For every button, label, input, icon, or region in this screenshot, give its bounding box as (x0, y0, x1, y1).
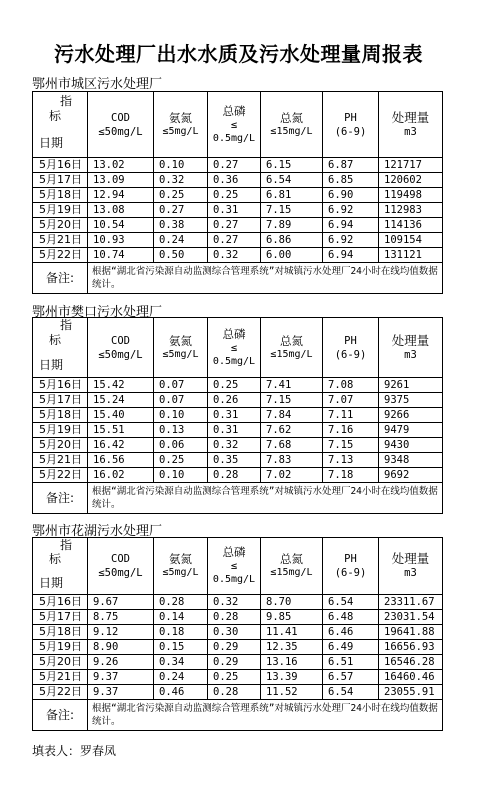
table-header-row (33, 538, 443, 595)
table-row: 5月16日 13.02 0.10 0.27 6.15 6.87 121717 (33, 158, 443, 173)
header-nh3: 氨氮 ≤5mg/L (154, 318, 208, 378)
plant-name-fankou: 鄂州市樊口污水处理厂 (32, 305, 163, 320)
header-tn: 总氮 ≤15mg/L (261, 318, 323, 378)
header-zhi: 指 (60, 94, 73, 108)
table-row: 5月18日 9.12 0.18 0.30 11.41 6.46 19641.88 (33, 625, 443, 640)
note-label: 备注: (33, 700, 88, 731)
note-row (33, 263, 443, 294)
report-title: 污水处理厂出水水质及污水处理量周报表 (54, 42, 423, 66)
plant-name-chengqu: 鄂州市城区污水处理厂 (32, 77, 163, 92)
header-volume: 处理量 m3 (379, 318, 443, 378)
note-text: 根据“湖北省污染源自动监测综合管理系统”对城镇污水处理厂24小时在线均值数据统计。 (88, 483, 443, 514)
table-row: 5月17日 13.09 0.32 0.36 6.54 6.85 120602 (33, 173, 443, 188)
water-quality-table-huahu (32, 537, 443, 731)
table-row: 5月18日 15.40 0.10 0.31 7.84 7.11 9266 (33, 408, 443, 423)
header-biao: 标 (49, 333, 62, 347)
note-label: 备注: (33, 483, 88, 514)
note-row (33, 483, 443, 514)
table-row: 5月19日 13.08 0.27 0.31 7.15 6.92 112983 (33, 203, 443, 218)
header-volume: 处理量 m3 (379, 92, 443, 158)
header-zhi: 指 (60, 318, 73, 332)
table-header-row (33, 92, 443, 158)
note-label: 备注: (33, 263, 88, 294)
header-nh3: 氨氮 ≤5mg/L (154, 538, 208, 595)
table-row: 5月20日 9.26 0.34 0.29 13.16 6.51 16546.28 (33, 655, 443, 670)
table-row: 5月19日 8.90 0.15 0.29 12.35 6.49 16656.93 (33, 640, 443, 655)
table-row: 5月20日 16.42 0.06 0.32 7.68 7.15 9430 (33, 438, 443, 453)
header-riqi: 日期 (39, 576, 64, 590)
header-riqi: 日期 (39, 136, 64, 150)
water-quality-table-fankou (32, 317, 443, 514)
header-tp: 总磷 ≤ 0.5mg/L (208, 538, 261, 595)
diagonal-header-cell (33, 318, 88, 378)
header-riqi: 日期 (39, 358, 64, 372)
note-text: 根据“湖北省污染源自动监测综合管理系统”对城镇污水处理厂24小时在线均值数据统计。 (88, 700, 443, 731)
plant-name-huahu: 鄂州市花湖污水处理厂 (32, 524, 163, 539)
note-text: 根据“湖北省污染源自动监测综合管理系统”对城镇污水处理厂24小时在线均值数据统计。 (88, 263, 443, 294)
header-zhi: 指 (60, 538, 73, 552)
table-row: 5月17日 8.75 0.14 0.28 9.85 6.48 23031.54 (33, 610, 443, 625)
table-row: 5月22日 10.74 0.50 0.32 6.00 6.94 131121 (33, 248, 443, 263)
table-row: 5月22日 16.02 0.10 0.28 7.02 7.18 9692 (33, 468, 443, 483)
header-cod: COD ≤50mg/L (88, 92, 154, 158)
table-row: 5月17日 15.24 0.07 0.26 7.15 7.07 9375 (33, 393, 443, 408)
note-row (33, 700, 443, 731)
header-tn: 总氮 ≤15mg/L (261, 92, 323, 158)
diagonal-header-cell (33, 538, 88, 595)
table-row: 5月20日 10.54 0.38 0.27 7.89 6.94 114136 (33, 218, 443, 233)
header-ph: PH (6-9) (323, 318, 379, 378)
table-row: 5月21日 16.56 0.25 0.35 7.83 7.13 9348 (33, 453, 443, 468)
header-nh3: 氨氮 ≤5mg/L (154, 92, 208, 158)
header-biao: 标 (49, 552, 62, 566)
table-row: 5月21日 9.37 0.24 0.25 13.39 6.57 16460.46 (33, 670, 443, 685)
table-row: 5月18日 12.94 0.25 0.25 6.81 6.90 119498 (33, 188, 443, 203)
header-ph: PH (6-9) (323, 538, 379, 595)
header-biao: 标 (49, 109, 62, 123)
header-tp: 总磷 ≤ 0.5mg/L (208, 92, 261, 158)
diagonal-header-cell (33, 92, 88, 158)
table-header-row (33, 318, 443, 378)
header-tn: 总氮 ≤15mg/L (261, 538, 323, 595)
table-row: 5月16日 9.67 0.28 0.32 8.70 6.54 23311.67 (33, 595, 443, 610)
table-row: 5月16日 15.42 0.07 0.25 7.41 7.08 9261 (33, 378, 443, 393)
header-cod: COD ≤50mg/L (88, 318, 154, 378)
filler-signature: 填表人：罗春凤 (32, 744, 117, 758)
header-cod: COD ≤50mg/L (88, 538, 154, 595)
table-row: 5月19日 15.51 0.13 0.31 7.62 7.16 9479 (33, 423, 443, 438)
table-row: 5月22日 9.37 0.46 0.28 11.52 6.54 23055.91 (33, 685, 443, 700)
header-volume: 处理量 m3 (379, 538, 443, 595)
header-tp: 总磷 ≤ 0.5mg/L (208, 318, 261, 378)
water-quality-table-chengqu (32, 91, 443, 294)
table-row: 5月21日 10.93 0.24 0.27 6.86 6.92 109154 (33, 233, 443, 248)
header-ph: PH (6-9) (323, 92, 379, 158)
